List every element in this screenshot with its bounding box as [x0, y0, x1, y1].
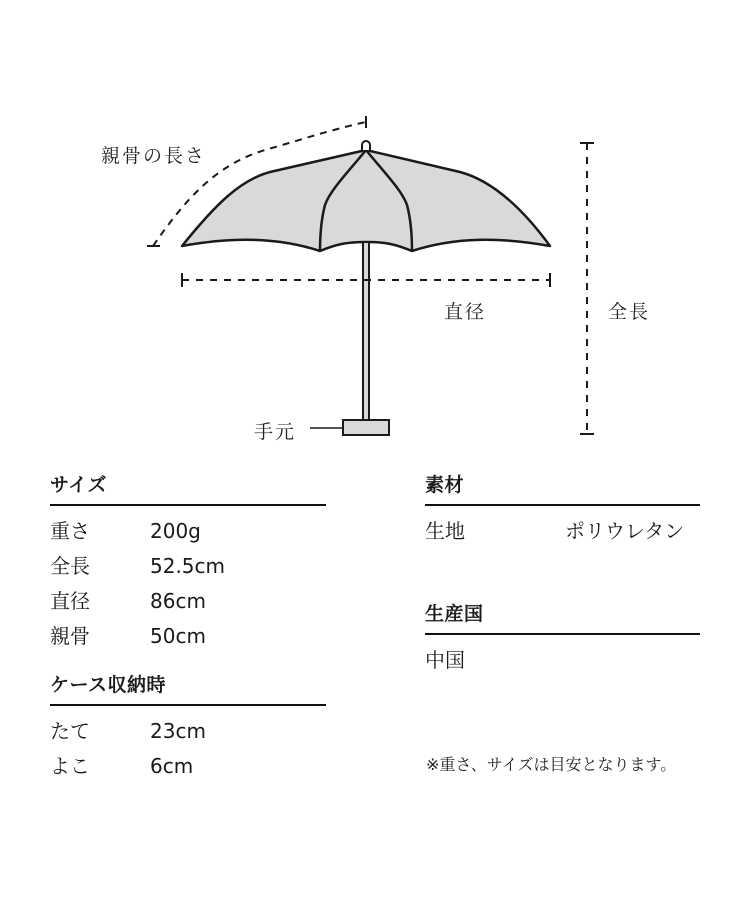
size-section	[50, 470, 326, 654]
diameter-label: 直径	[444, 301, 487, 323]
divider	[50, 504, 326, 506]
spec-row	[425, 514, 700, 549]
spec-label: 直径	[50, 589, 90, 613]
spec-row	[50, 514, 326, 549]
section-title: ケース収納時	[50, 674, 167, 696]
spec-label: 中国	[425, 648, 465, 672]
spec-label: よこ	[50, 754, 90, 778]
section-title: サイズ	[50, 474, 107, 496]
spec-row	[50, 714, 326, 749]
spec-label: 親骨	[50, 624, 90, 648]
spec-value: 200g	[150, 519, 201, 543]
spec-row	[50, 619, 326, 654]
spec-row	[425, 643, 700, 678]
spec-label: たて	[50, 719, 90, 743]
origin-section	[425, 599, 700, 678]
divider	[50, 704, 326, 706]
spec-label: 生地	[425, 519, 465, 543]
total-length-label: 全長	[608, 301, 651, 323]
spec-value: 52.5cm	[150, 554, 226, 578]
spec-row	[50, 549, 326, 584]
section-title: 生産国	[425, 603, 484, 625]
spec-value: 23cm	[150, 719, 206, 743]
spec-row	[50, 584, 326, 619]
spec-value: 6cm	[150, 754, 194, 778]
spec-row	[50, 749, 326, 784]
spec-value: 50cm	[150, 624, 206, 648]
material-section	[425, 470, 700, 549]
spec-label: 重さ	[50, 519, 90, 543]
case-section	[50, 670, 326, 784]
divider	[425, 504, 700, 506]
rib-length-label: 親骨の長さ	[101, 145, 207, 167]
spec-value: 86cm	[150, 589, 206, 613]
handle-label: 手元	[254, 421, 297, 443]
divider	[425, 633, 700, 635]
section-title: 素材	[425, 474, 465, 496]
disclaimer-note: ※重さ、サイズは目安となります。	[426, 755, 677, 774]
spec-label: 全長	[50, 554, 90, 578]
spec-value: ポリウレタン	[565, 519, 685, 543]
